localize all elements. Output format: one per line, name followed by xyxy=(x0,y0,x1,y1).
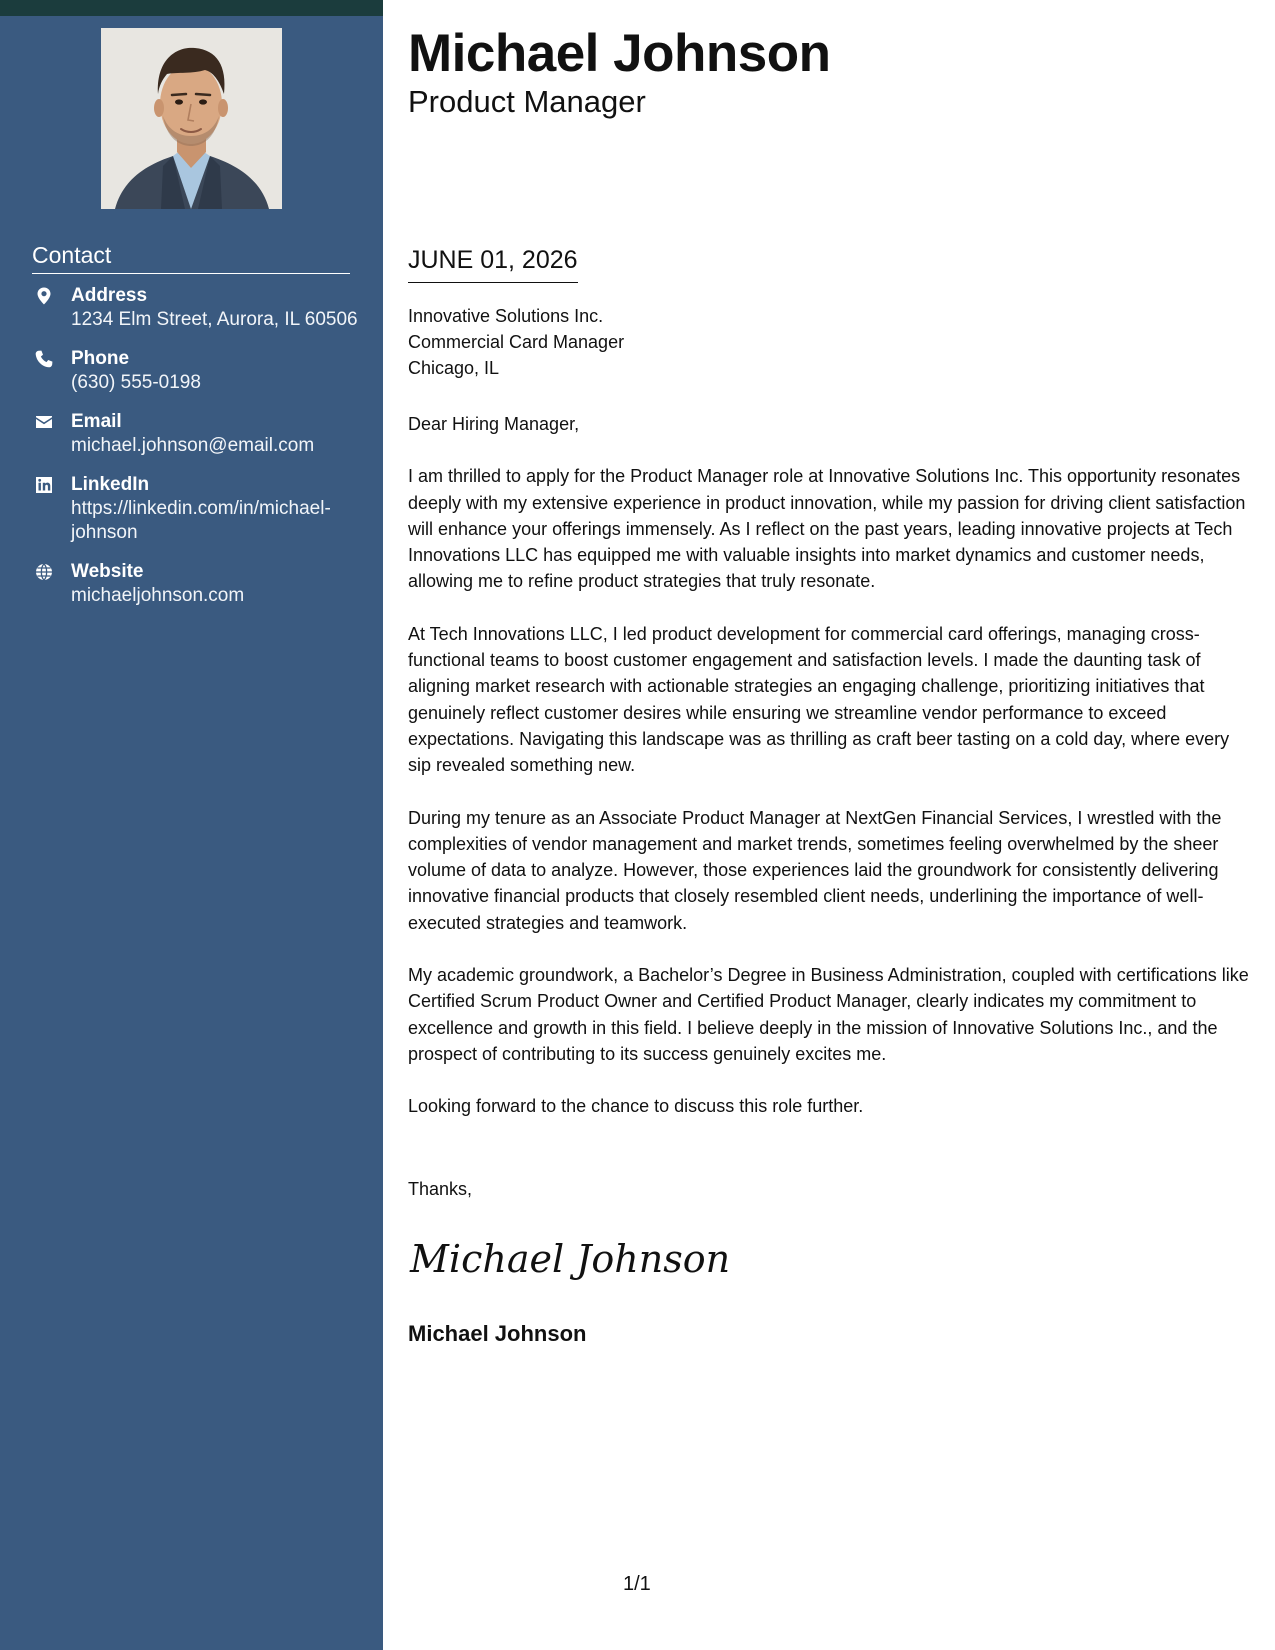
body-paragraph: My academic groundwork, a Bachelor’s Degree in Business Administration, coupled with certifications like Certified Scrum Product Owner and Certified Product Manager, clearly indicates my commitment to excellence and growth in this field. I believe deeply in the mission of Innovative Solutions Inc., and the prospect of contributing to its success genuinely excites me. xyxy=(408,965,1249,1064)
signer-name: Michael Johnson xyxy=(408,1321,587,1346)
contact-item-linkedin xyxy=(32,473,362,545)
website-value[interactable]: michaeljohnson.com xyxy=(71,585,245,606)
contact-item-phone xyxy=(32,347,362,395)
phone-value: (630) 555-0198 xyxy=(71,372,201,393)
avatar xyxy=(101,28,282,209)
linkedin-icon xyxy=(35,476,53,494)
body-paragraph: Looking forward to the chance to discuss this role further. xyxy=(408,1096,864,1117)
applicant-title: Product Manager xyxy=(408,84,646,119)
linkedin-label: LinkedIn xyxy=(71,474,150,495)
phone-icon xyxy=(35,350,53,368)
sidebar xyxy=(0,0,383,1650)
contact-item-address xyxy=(32,284,362,332)
salutation: Dear Hiring Manager, xyxy=(408,414,580,434)
location-pin-icon xyxy=(35,287,53,305)
recipient-position: Commercial Card Manager xyxy=(408,332,625,352)
recipient-company: Innovative Solutions Inc. xyxy=(408,306,604,326)
contact-item-website xyxy=(32,560,362,608)
recipient-location: Chicago, IL xyxy=(408,358,500,378)
sidebar-top-bar xyxy=(0,0,383,16)
contact-list xyxy=(32,284,362,623)
page-number: 1/1 xyxy=(623,1573,651,1595)
contact-heading: Contact xyxy=(32,240,350,274)
address-value: 1234 Elm Street, Aurora, IL 60506 xyxy=(71,309,358,330)
body-paragraph: During my tenure as an Associate Product Manager at NextGen Financial Services, I wrestled with the complexities of vendor management and market trends, sometimes feeling overwhelmed by the sheer volume of data to analyze. However, those experiences laid the groundwork for consistently delivering innovative financial products that closely resembled client needs, underlining the importance of well-executed strategies and teamwork. xyxy=(408,807,1222,933)
letter-date: JUNE 01, 2026 xyxy=(408,244,578,283)
body-paragraph: I am thrilled to apply for the Product Manager role at Innovative Solutions Inc. This opportunity resonates deeply with my extensive experience in product innovation, while my passion for driving client satisfaction will enhance your offerings immensely. As I reflect on the past years, leading innovative projects at Tech Innovations LLC has equipped me with valuable insights into market dynamics and customer needs, allowing me to refine product strategies that truly resonate. xyxy=(408,466,1246,592)
globe-icon xyxy=(35,563,53,581)
linkedin-value[interactable]: https://linkedin.com/in/michael-johnson xyxy=(71,498,331,543)
applicant-name: Michael Johnson xyxy=(408,24,831,83)
phone-label: Phone xyxy=(71,348,130,369)
closing: Thanks, xyxy=(408,1179,473,1199)
envelope-icon xyxy=(35,413,53,431)
website-label: Website xyxy=(71,561,144,582)
recipient-block xyxy=(408,303,624,381)
contact-item-email xyxy=(32,410,362,458)
email-value: michael.johnson@email.com xyxy=(71,435,315,456)
signature-text: Michael Johnson xyxy=(410,1237,731,1281)
body-paragraph: At Tech Innovations LLC, I led product development for commercial card offerings, managing cross-functional teams to boost customer engagement and satisfaction levels. I made the daunting task of aligning market research with actionable strategies an engaging challenge, prioritizing initiatives that genuinely reflect customer desires while ensuring we streamline vendor performance to exceed expectations. Navigating this landscape was as thrilling as craft beer tasting on a cold day, where every sip revealed something new. xyxy=(408,623,1230,776)
letter-body xyxy=(408,411,1253,1146)
email-label: Email xyxy=(71,411,122,432)
address-label: Address xyxy=(71,285,148,306)
profile-photo xyxy=(101,28,282,209)
signature xyxy=(408,1228,731,1288)
